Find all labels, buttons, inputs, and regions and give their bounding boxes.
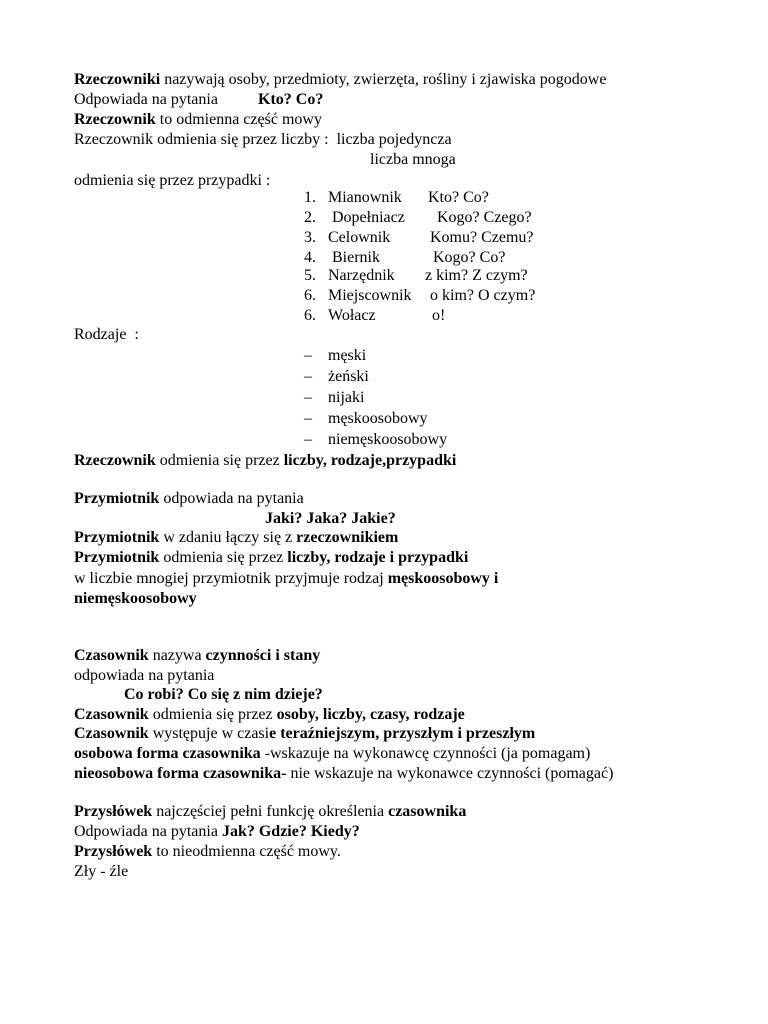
noun-cases-intro: [74, 171, 270, 191]
case-name: Celownik: [328, 229, 391, 246]
case-item: [304, 188, 316, 208]
text: odmienia się przez: [155, 452, 284, 469]
text: w liczbie mnogiej przymiotnik przyjmuje rodzaj: [74, 570, 388, 587]
case-name: Wołacz: [328, 307, 376, 324]
text: Odpowiada na pytania: [74, 91, 218, 108]
term-przymiotnik: Przymiotnik: [74, 490, 160, 507]
term-rzeczownik: Rzeczownik: [74, 452, 156, 469]
case-number: 3.: [304, 229, 316, 246]
case-question: z kim? Z czym?: [425, 267, 528, 284]
adverb-uninflected-line: [74, 842, 341, 862]
emphasis: nieosobowa forma czasownika-: [74, 765, 287, 782]
text: liczba mnoga: [370, 151, 456, 168]
emphasis: męskoosobowy i: [387, 570, 499, 587]
dash-bullet: –: [304, 410, 312, 427]
dash-bullet: –: [304, 347, 312, 364]
case-question: Kogo? Co?: [433, 249, 506, 266]
text: nazywa: [148, 647, 206, 664]
case-name: Narzędnik: [328, 267, 395, 284]
verb-definition-line: [74, 646, 320, 666]
text: odpowiada na pytania: [74, 667, 215, 684]
verb-tense-line: [74, 724, 535, 744]
verb-impersonal-form-line: [74, 764, 613, 784]
verb-inflection-line: [74, 705, 465, 725]
emphasis: liczby, rodzaje i przypadki: [287, 549, 469, 566]
gender-item: męski: [328, 347, 367, 364]
text: Zły - źle: [74, 863, 129, 880]
noun-number-line: [74, 130, 452, 150]
term-rzeczownik: Rzeczownik: [74, 111, 156, 128]
emphasis: niemęskoosobowy: [74, 590, 197, 607]
questions-jak: Jak? Gdzie? Kiedy?: [221, 823, 360, 840]
case-name: Miejscownik: [328, 287, 412, 304]
term-przyslowek: Przysłówek: [74, 803, 153, 820]
text: Rzeczownik odmienia się przez liczby : liczba pojedyncza: [74, 131, 452, 148]
noun-summary-line: [74, 451, 456, 471]
text: nazywają osoby, przedmioty, zwierzęta, rośliny i zjawiska pogodowe: [160, 71, 607, 88]
case-number: 5.: [304, 267, 316, 284]
emphasis: czasownika: [388, 803, 467, 820]
noun-questions: [258, 90, 323, 110]
adjective-plural-line: [74, 569, 498, 589]
noun-inflected-line: [74, 110, 322, 130]
adjective-definition-line: [74, 489, 304, 509]
text: nie wskazuje na wykonawce czynności (pomagać): [286, 765, 614, 782]
emphasis: liczby, rodzaje,przypadki: [283, 452, 457, 469]
text: -wskazuje na wykonawcę czynności (ja pomagam): [260, 745, 591, 762]
noun-definition-line: [74, 70, 606, 90]
adjective-inflection-line: [74, 548, 468, 568]
text: odmienia się przez przypadki :: [74, 172, 271, 189]
case-question: Komu? Czemu?: [430, 229, 534, 246]
gender-item: niemęskoosobowy: [328, 431, 448, 448]
verb-personal-form-line: [74, 744, 590, 764]
case-number: 6.: [304, 307, 316, 324]
emphasis: osobowa forma czasownika: [74, 745, 261, 762]
dash-bullet: –: [304, 431, 312, 448]
questions-co-robi: Co robi? Co się z nim dzieje?: [124, 686, 323, 703]
gender-item: nijaki: [328, 389, 365, 406]
case-question: Kto? Co?: [428, 189, 489, 206]
dash-bullet: –: [304, 389, 312, 406]
text: odpowiada na pytania: [159, 490, 304, 507]
adjective-connection-line: [74, 528, 398, 548]
term-rzeczowniki: Rzeczowniki: [74, 71, 161, 88]
gender-item: żeński: [328, 368, 369, 385]
verb-question-line: [74, 666, 214, 686]
emphasis: rzeczownikiem: [296, 529, 399, 546]
questions-jaki: Jaki? Jaka? Jakie?: [265, 510, 396, 527]
case-number: 2.: [304, 209, 316, 226]
text: najczęściej pełni funkcję określenia: [152, 803, 389, 820]
genders-label: Rodzaje :: [74, 326, 139, 343]
text: w zdaniu łączy się z: [159, 529, 297, 546]
gender-item: męskoosobowy: [328, 410, 428, 427]
text: występuje w czasi: [148, 725, 270, 742]
text: to nieodmienna część mowy.: [152, 843, 341, 860]
text: odmienia się przez: [159, 549, 288, 566]
text: to odmienna część mowy: [155, 111, 322, 128]
term-czasownik: Czasownik: [74, 706, 149, 723]
case-number: 4.: [304, 249, 316, 266]
adverb-definition-line: [74, 802, 466, 822]
emphasis: e teraźniejszym, przyszłym i przeszłym: [269, 725, 536, 742]
text: odmienia się przez: [148, 706, 277, 723]
verb-questions: [124, 685, 323, 705]
case-number: 1.: [304, 189, 316, 206]
term-czasownik: Czasownik: [74, 725, 149, 742]
questions-kto-co: Kto? Co?: [258, 91, 324, 108]
case-name: Mianownik: [328, 189, 402, 206]
term-przyslowek: Przysłówek: [74, 843, 153, 860]
term-przymiotnik: Przymiotnik: [74, 549, 160, 566]
case-question: Kogo? Czego?: [437, 209, 532, 226]
case-name: Dopełniacz: [328, 209, 405, 226]
adjective-questions: [265, 509, 396, 529]
case-question: o kim? O czym?: [430, 287, 536, 304]
adverb-example-line: [74, 862, 128, 882]
emphasis: czynności i stany: [205, 647, 321, 664]
term-czasownik: Czasownik: [74, 647, 149, 664]
text: Odpowiada na pytania: [74, 823, 222, 840]
adverb-question-line: [74, 822, 360, 842]
emphasis: osoby, liczby, czasy, rodzaje: [276, 706, 465, 723]
adjective-plural-line-cont: [74, 589, 197, 609]
dash-bullet: –: [304, 368, 312, 385]
case-name: Biernik: [328, 249, 380, 266]
term-przymiotnik: Przymiotnik: [74, 529, 160, 546]
case-question: o!: [432, 307, 446, 324]
noun-number-plural: [370, 150, 456, 170]
noun-question-line: [74, 90, 218, 110]
case-number: 6.: [304, 287, 316, 304]
